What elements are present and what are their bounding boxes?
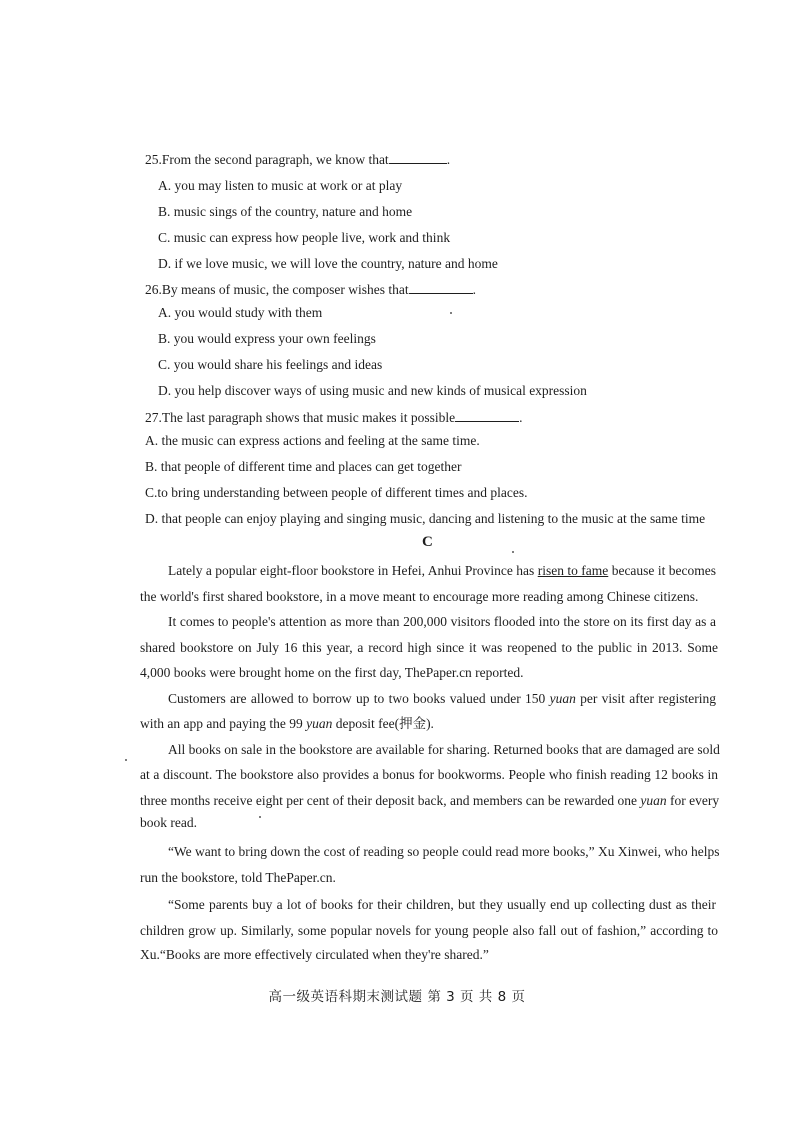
answer-blank <box>455 408 519 422</box>
page-footer: 高一级英语科期末测试题 第 3 页 共 8 页 <box>268 989 526 1005</box>
text-span: because it becomes <box>608 563 716 578</box>
option-25c: C. music can express how people live, work and think <box>158 230 451 245</box>
para-2-line-2: shared bookstore on July 16 this year, a record high since it was reopened to the public in 2013. Some <box>140 640 718 655</box>
question-25 <box>145 150 450 168</box>
para-4-line-2: at a discount. The bookstore also provides a bonus for bookworms. People who finish reading 12 books in <box>140 767 718 782</box>
text-span: per visit after registering <box>575 691 716 706</box>
question-end: . <box>446 152 451 167</box>
text-span: deposit fee(押金). <box>332 716 434 731</box>
text-span: for every <box>666 793 720 808</box>
answer-blank <box>389 150 447 164</box>
para-5-line-2: run the bookstore, told ThePaper.cn. <box>140 870 336 885</box>
text-span: Lately a popular eight-floor bookstore in Hefei, Anhui Province has <box>168 563 538 578</box>
option-26a: A. you would study with them <box>158 305 323 320</box>
underlined-phrase: risen to fame <box>537 563 609 578</box>
para-1-line-2: the world's first shared bookstore, in a move meant to encourage more reading among Chinese citizens. <box>140 589 699 604</box>
para-6-line-2: children grow up. Similarly, some popular novels for young people also fall out of fashion,” according to <box>140 923 718 938</box>
option-25b: B. music sings of the country, nature and home <box>158 204 413 219</box>
question-25-stem: 25.From the second paragraph, we know that <box>145 152 389 167</box>
option-27a: A. the music can express actions and feeling at the same time. <box>145 433 480 448</box>
para-6-line-3: Xu.“Books are more effectively circulated when they're shared.” <box>140 947 489 962</box>
para-3-line-2 <box>140 715 434 732</box>
italic-word: yuan <box>306 716 333 731</box>
para-3-line-1 <box>168 690 716 707</box>
para-4-line-4: book read. <box>140 815 197 830</box>
text-span: Customers are allowed to borrow up to two books valued under 150 <box>168 691 550 706</box>
option-25a: A. you may listen to music at work or at play <box>158 178 403 193</box>
scan-speck <box>450 312 452 314</box>
question-27 <box>145 408 522 426</box>
option-27c: C.to bring understanding between people of different times and places. <box>145 485 528 500</box>
text-span: with an app and paying the 99 <box>140 716 307 731</box>
answer-blank <box>409 280 473 294</box>
para-4-line-1: All books on sale in the bookstore are available for sharing. Returned books that are damaged are sold <box>168 742 720 757</box>
question-end: . <box>472 282 476 297</box>
italic-word: yuan <box>640 793 667 808</box>
italic-word: yuan <box>549 691 576 706</box>
option-26c: C. you would share his feelings and ideas <box>158 357 383 372</box>
question-26-stem: 26.By means of music, the composer wishes that <box>145 282 409 297</box>
option-27d: D. that people can enjoy playing and singing music, dancing and listening to the music at the same time <box>145 511 706 526</box>
option-26b: B. you would express your own feelings <box>158 331 376 346</box>
para-2-line-3: 4,000 books were brought home on the first day, ThePaper.cn reported. <box>140 665 524 680</box>
question-27-stem: 27.The last paragraph shows that music makes it possible <box>145 410 456 425</box>
option-25d: D. if we love music, we will love the country, nature and home <box>158 256 498 271</box>
scan-speck <box>512 551 514 553</box>
scan-speck <box>125 759 127 761</box>
question-26 <box>145 280 476 298</box>
para-4-line-3 <box>140 792 718 809</box>
section-title: C <box>422 534 433 550</box>
question-end: . <box>519 410 523 425</box>
option-26d: D. you help discover ways of using music and new kinds of musical expression <box>158 383 587 398</box>
para-6-line-1: “Some parents buy a lot of books for their children, but they usually end up collecting dust as their <box>168 897 716 912</box>
option-27b: B. that people of different time and places can get together <box>145 459 462 474</box>
scan-speck <box>259 816 261 818</box>
para-1-line-1 <box>168 562 716 579</box>
text-span: three months receive eight per cent of their deposit back, and members can be rewarded one <box>140 793 641 808</box>
para-2-line-1: It comes to people's attention as more than 200,000 visitors flooded into the store on its first day as a <box>168 614 716 629</box>
para-5-line-1: “We want to bring down the cost of reading so people could read more books,” Xu Xinwei, who helps <box>168 844 720 859</box>
